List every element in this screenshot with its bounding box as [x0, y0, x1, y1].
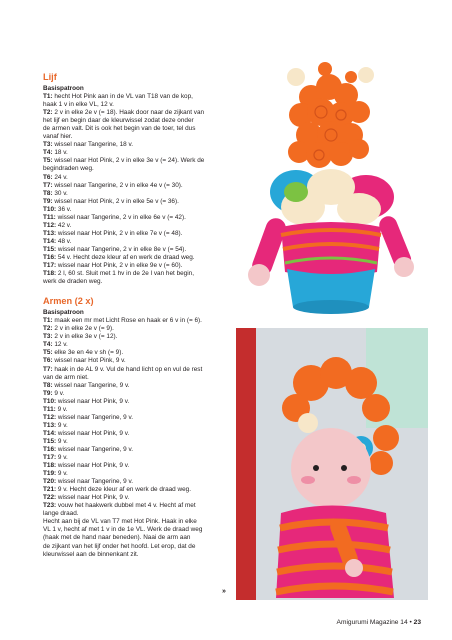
instruction-line [43, 174, 233, 182]
instruction-line [43, 438, 233, 446]
instruction-line [43, 270, 233, 278]
round-label: T4: [43, 341, 53, 349]
round-label: T17: [43, 454, 57, 462]
round-label: T17: [43, 262, 57, 270]
instruction-line [43, 222, 233, 230]
round-label: T21: [43, 486, 57, 494]
instruction-text: 9 v. [56, 421, 68, 429]
body-section [43, 72, 233, 286]
instruction-text: 2 v in elke 3e v (= 12). [52, 333, 118, 341]
instruction-line [43, 551, 233, 559]
instruction-text: werk de draden weg. [43, 278, 103, 286]
instruction-text: maak een mr met Licht Rose en haak er 6 v in (= 6). [52, 317, 202, 325]
instruction-line [43, 357, 233, 365]
round-label: T2: [43, 109, 53, 117]
instruction-line [43, 93, 233, 101]
instruction-line [43, 518, 233, 526]
instruction-line [43, 390, 233, 398]
instruction-line [43, 462, 233, 470]
round-label: T3: [43, 333, 53, 341]
instruction-text: 30 v. [52, 189, 68, 197]
instruction-text: de armen valt. Dit is ook het begin van de toer, tel dus [43, 125, 196, 133]
round-label: T16: [43, 445, 57, 453]
round-label: T3: [43, 141, 53, 149]
pattern-column [43, 72, 233, 559]
instruction-line [43, 374, 233, 382]
instruction-line [43, 109, 233, 117]
instruction-line [43, 214, 233, 222]
round-label: T6: [43, 173, 53, 181]
instruction-line [43, 230, 233, 238]
instruction-text: wissel naar Tangerine, 2 v in elke 8e v (= 54). [56, 245, 187, 253]
instruction-text: kleurwissel aan de binnenkant zit. [43, 550, 139, 558]
instruction-text: 2 v in elke 2e v (= 18). Haak door naar de zijkant van [52, 109, 205, 117]
instruction-text: 24 v. [52, 173, 68, 181]
instruction-text: lange draad. [43, 510, 79, 518]
instruction-line [43, 349, 233, 357]
instruction-text: Hecht aan bij de VL van T7 met Hot Pink. Haak in elke [43, 518, 197, 526]
doll-back-photo [241, 57, 421, 317]
instruction-text: wissel naar Hot Pink, 2 v in elke 7e v (= 48). [56, 229, 183, 237]
instruction-line [43, 165, 233, 173]
instruction-line [43, 238, 233, 246]
round-label: T9: [43, 389, 53, 397]
instruction-text: wissel naar Hot Pink, 9 v. [56, 494, 130, 502]
instruction-text: 42 v. [56, 221, 72, 229]
instruction-line [43, 406, 233, 414]
instruction-text: vanaf hier. [43, 133, 73, 141]
round-label: T7: [43, 365, 53, 373]
instruction-line [43, 422, 233, 430]
instruction-line [43, 101, 233, 109]
round-label: T4: [43, 149, 53, 157]
instruction-text: wissel naar Hot Pink, 9 v. [56, 429, 130, 437]
instruction-line [43, 543, 233, 551]
round-label: T2: [43, 325, 53, 333]
instruction-line [43, 510, 233, 518]
instruction-line [43, 478, 233, 486]
round-label: T8: [43, 381, 53, 389]
round-label: T13: [43, 421, 57, 429]
doll-front-illustration [236, 328, 428, 600]
round-label: T14: [43, 237, 57, 245]
round-label: T23: [43, 502, 57, 510]
instruction-line [43, 534, 233, 542]
round-label: T8: [43, 189, 53, 197]
instruction-line [43, 454, 233, 462]
round-label: T14: [43, 429, 57, 437]
instruction-line [43, 494, 233, 502]
round-label: T20: [43, 478, 57, 486]
doll-back-illustration [241, 57, 421, 317]
instruction-text: 12 v. [52, 341, 68, 349]
round-label: T10: [43, 397, 57, 405]
instruction-text: wissel naar Hot Pink, 2 v in elke 3e v (= 24). Werk de [52, 157, 205, 165]
instruction-text: wissel naar Tangerine, 9 v. [56, 413, 133, 421]
round-label: T12: [43, 221, 57, 229]
round-label: T19: [43, 470, 57, 478]
instruction-line [43, 157, 233, 165]
instruction-line [43, 254, 233, 262]
instruction-text: wissel naar Tangerine, 18 v. [52, 141, 133, 149]
body-instructions [43, 93, 233, 286]
instruction-line [43, 141, 233, 149]
arms-section-title: Armen (2 x) [43, 296, 94, 307]
instruction-line [43, 414, 233, 422]
round-label: T9: [43, 197, 53, 205]
instruction-text: 9 v. [52, 389, 65, 397]
instruction-text: wissel naar Tangerine, 2 v in elke 4e v (= 30). [52, 181, 183, 189]
instruction-text: 48 v. [56, 237, 72, 245]
instruction-line [43, 470, 233, 478]
instruction-text: van de arm niet. [43, 373, 89, 381]
instruction-line [43, 149, 233, 157]
round-label: T18: [43, 270, 57, 278]
instruction-text: wissel naar Hot Pink, 9 v. [52, 357, 126, 365]
round-label: T11: [43, 213, 56, 221]
instruction-line [43, 182, 233, 190]
round-label: T10: [43, 205, 57, 213]
instruction-text: 2 v in elke 2e v (= 9). [52, 325, 114, 333]
instruction-text: 54 v. Hecht deze kleur af en werk de draad weg. [56, 253, 195, 261]
instruction-text: wissel naar Hot Pink, 9 v. [56, 462, 130, 470]
round-label: T5: [43, 157, 53, 165]
instruction-line [43, 366, 233, 374]
instruction-text: 9 v. Hecht deze kleur af en werk de draad weg. [56, 486, 192, 494]
footer-bullet: • [409, 619, 412, 626]
instruction-line [43, 382, 233, 390]
instruction-line [43, 341, 233, 349]
round-label: T1: [43, 93, 53, 101]
instruction-line [43, 325, 233, 333]
arms-section [43, 296, 233, 558]
instruction-line [43, 125, 233, 133]
instruction-text: het lijf en begin daar de kleurwissel zodat deze onder [43, 117, 194, 125]
instruction-text: 9 v. [56, 437, 68, 445]
doll-front-photo [236, 328, 428, 600]
instruction-text: elke 3e en 4e v sh (= 9). [52, 349, 124, 357]
instruction-text: (haak met de hand naar beneden). Naai de arm aan [43, 534, 191, 542]
instruction-text: wissel naar Hot Pink, 2 v in elke 5e v (= 36). [52, 197, 179, 205]
instruction-text: haak in de AL 9 v. Vul de hand licht op en vul de rest [52, 365, 203, 373]
round-label: T11: [43, 405, 56, 413]
round-label: T16: [43, 253, 57, 261]
instruction-text: 9 v. [56, 454, 68, 462]
instruction-text: wissel naar Tangerine, 2 v in elke 6e v (= 42). [55, 213, 186, 221]
instruction-line [43, 262, 233, 270]
round-label: T12: [43, 413, 57, 421]
arms-section-subtitle: Basispatroon [43, 309, 84, 317]
instruction-text: hecht Hot Pink aan in de VL van T18 van de kop, [52, 93, 193, 101]
body-section-title: Lijf [43, 72, 57, 82]
instruction-line [43, 246, 233, 254]
round-label: T15: [43, 245, 57, 253]
instruction-text: begindraden weg. [43, 165, 94, 173]
round-label: T6: [43, 357, 53, 365]
instruction-line [43, 502, 233, 510]
round-label: T22: [43, 494, 57, 502]
instruction-line [43, 526, 233, 534]
magazine-name: Amigurumi Magazine 14 [336, 619, 408, 626]
instruction-line [43, 317, 233, 325]
instruction-text: 9 v. [56, 470, 68, 478]
instruction-text: vouw het haakwerk dubbel met 4 v. Hecht af met [56, 502, 196, 510]
round-label: T7: [43, 181, 53, 189]
page-number: 23 [413, 619, 421, 626]
round-label: T1: [43, 317, 53, 325]
round-label: T18: [43, 462, 57, 470]
instruction-text: 36 v. [56, 205, 72, 213]
instruction-text: wissel naar Hot Pink, 2 v in elke 9e v (= 60). [56, 262, 183, 270]
instruction-line [43, 278, 233, 286]
instruction-text: wissel naar Tangerine, 9 v. [52, 381, 130, 389]
instruction-line [43, 117, 233, 125]
instruction-text: wissel naar Hot Pink, 9 v. [56, 397, 130, 405]
instruction-text: VL 1 v, hecht af met 1 v in de 1e VL. Werk de draad weg [43, 526, 203, 534]
instruction-line [43, 206, 233, 214]
body-section-subtitle: Basispatroon [43, 85, 84, 92]
instruction-text: wissel naar Tangerine, 9 v. [56, 445, 133, 453]
continued-arrow: » [222, 588, 226, 595]
instruction-line [43, 190, 233, 198]
instruction-text: de zijkant van het lijf onder het hoofd. Let erop, dat de [43, 542, 196, 550]
arms-instructions [43, 317, 233, 558]
round-label: T13: [43, 229, 57, 237]
round-label: T15: [43, 437, 57, 445]
instruction-line [43, 446, 233, 454]
instruction-line [43, 333, 233, 341]
instruction-text: 18 v. [52, 149, 68, 157]
instruction-line [43, 398, 233, 406]
instruction-text: haak 1 v in elke VL, 12 v. [43, 101, 114, 109]
round-label: T5: [43, 349, 53, 357]
instruction-text: 9 v. [55, 405, 68, 413]
instruction-line [43, 486, 233, 494]
page-footer [337, 619, 421, 626]
instruction-line [43, 430, 233, 438]
instruction-text: wissel naar Tangerine, 9 v. [56, 478, 133, 486]
instruction-text: 2 l, 60 st. Sluit met 1 hv in de 2e l van het begin, [56, 270, 194, 278]
instruction-line [43, 198, 233, 206]
instruction-line [43, 133, 233, 141]
